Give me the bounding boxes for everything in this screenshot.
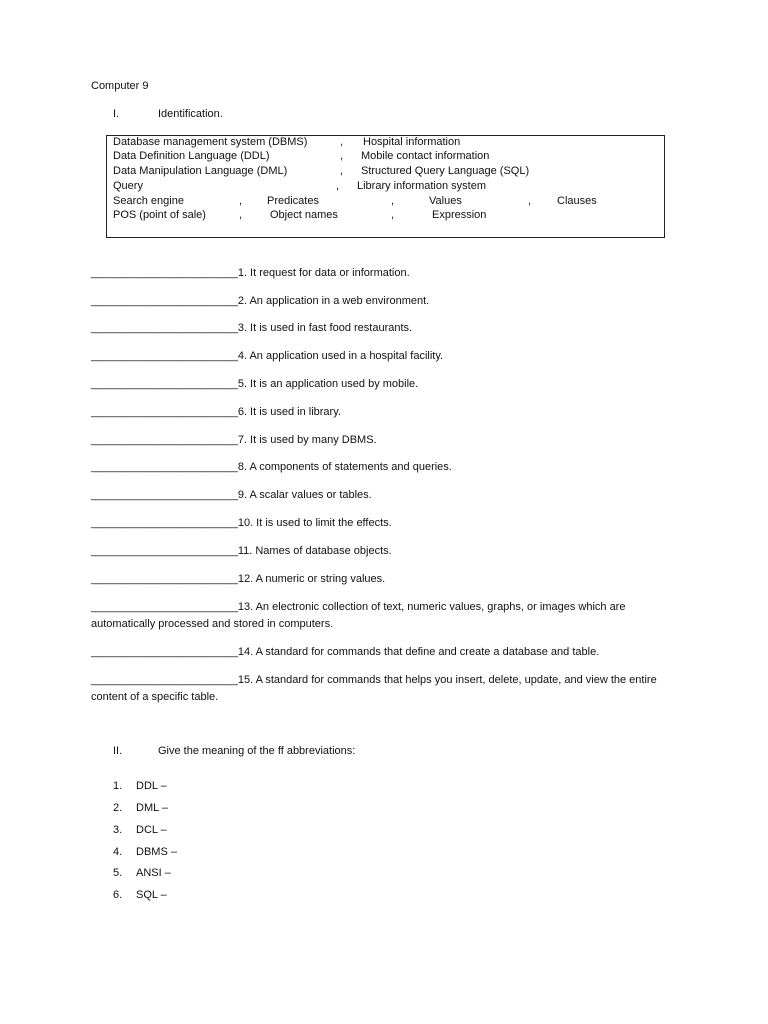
section-2-number: II. xyxy=(113,745,123,757)
answer-blank: ________________________ xyxy=(91,517,238,529)
abbreviation-number: 2. xyxy=(113,802,123,814)
abbreviation-item xyxy=(113,824,167,836)
question-text: 7. It is used by many DBMS. xyxy=(237,434,377,446)
question-item xyxy=(91,404,676,421)
question-item xyxy=(91,515,676,532)
question-item xyxy=(91,432,676,449)
answer-blank: ________________________ xyxy=(91,267,238,279)
question-text: 2. An application in a web environment. xyxy=(237,295,430,307)
word-bank-separator: , xyxy=(340,150,344,162)
question-text: 3. It is used in fast food restaurants. xyxy=(237,322,413,334)
word-bank-term: Values xyxy=(429,195,462,207)
section-1-number: I. xyxy=(113,108,120,120)
abbreviation-text: DML – xyxy=(136,802,168,814)
abbreviation-item xyxy=(113,846,177,858)
abbreviation-text: DCL – xyxy=(136,824,167,836)
answer-blank: ________________________ xyxy=(91,601,238,613)
word-bank-term: Structured Query Language (SQL) xyxy=(361,165,530,177)
abbreviation-number: 6. xyxy=(113,889,123,901)
word-bank-term: Mobile contact information xyxy=(361,150,490,162)
question-text: 9. A scalar values or tables. xyxy=(237,489,372,501)
abbreviation-item xyxy=(113,889,167,901)
section-1-title: Identification. xyxy=(158,108,223,120)
question-item xyxy=(91,487,676,504)
question-text: 6. It is used in library. xyxy=(237,406,341,418)
question-text: 14. A standard for commands that define and create a database and table. xyxy=(237,646,600,658)
word-bank-separator: , xyxy=(239,209,243,221)
answer-blank: ________________________ xyxy=(91,674,238,686)
question-item xyxy=(91,348,676,365)
question-item xyxy=(91,320,676,337)
section-2-title: Give the meaning of the ff abbreviations: xyxy=(158,745,356,757)
word-bank-term: Hospital information xyxy=(363,136,461,148)
answer-blank: ________________________ xyxy=(91,406,238,418)
question-item xyxy=(91,459,676,476)
answer-blank: ________________________ xyxy=(91,646,238,658)
abbreviation-text: DDL – xyxy=(136,780,167,792)
abbreviation-number: 3. xyxy=(113,824,123,836)
word-bank-separator: , xyxy=(528,195,532,207)
answer-blank: ________________________ xyxy=(91,461,238,473)
word-bank-term: Query xyxy=(113,180,143,192)
answer-blank: ________________________ xyxy=(91,573,238,585)
word-bank-separator: , xyxy=(239,195,243,207)
question-text: 8. A components of statements and queries. xyxy=(237,461,452,473)
word-bank-separator: , xyxy=(391,209,395,221)
abbreviation-number: 1. xyxy=(113,780,123,792)
word-bank-separator: , xyxy=(391,195,395,207)
question-item xyxy=(91,376,676,393)
section-2-heading xyxy=(113,745,355,757)
answer-blank: ________________________ xyxy=(91,434,238,446)
question-item xyxy=(91,265,676,282)
question-item xyxy=(91,293,676,310)
question-text: 12. A numeric or string values. xyxy=(237,573,386,585)
question-text: 13. An electronic collection of text, numeric values, graphs, or images which are automatically processed and stored in computers. xyxy=(91,601,626,630)
word-bank-term: Expression xyxy=(432,209,487,221)
word-bank-term: Data Manipulation Language (DML) xyxy=(113,165,288,177)
abbreviation-item xyxy=(113,867,171,879)
question-text: 10. It is used to limit the effects. xyxy=(237,517,392,529)
word-bank-term: POS (point of sale) xyxy=(113,209,206,221)
answer-blank: ________________________ xyxy=(91,350,238,362)
question-text: 11. Names of database objects. xyxy=(237,545,392,557)
word-bank-box xyxy=(106,135,665,238)
answer-blank: ________________________ xyxy=(91,489,238,501)
section-1-heading xyxy=(113,108,223,120)
answer-blank: ________________________ xyxy=(91,322,238,334)
answer-blank: ________________________ xyxy=(91,295,238,307)
question-item xyxy=(91,644,676,661)
question-item xyxy=(91,599,676,633)
word-bank-term: Search engine xyxy=(113,195,184,207)
abbreviation-item xyxy=(113,780,167,792)
question-text: 1. It request for data or information. xyxy=(237,267,410,279)
abbreviation-number: 5. xyxy=(113,867,123,879)
abbreviation-text: SQL – xyxy=(136,889,167,901)
question-text: 15. A standard for commands that helps you insert, delete, update, and view the entire content of a specific table. xyxy=(91,674,657,703)
abbreviation-number: 4. xyxy=(113,846,123,858)
abbreviation-text: ANSI – xyxy=(136,867,171,879)
abbreviation-item xyxy=(113,802,168,814)
question-item xyxy=(91,672,676,706)
word-bank-separator: , xyxy=(336,180,340,192)
word-bank-term: Data Definition Language (DDL) xyxy=(113,150,270,162)
abbreviation-text: DBMS – xyxy=(136,846,177,858)
page-title: Computer 9 xyxy=(91,80,149,92)
word-bank-separator: , xyxy=(340,165,344,177)
answer-blank: ________________________ xyxy=(91,378,238,390)
question-text: 4. An application used in a hospital facility. xyxy=(237,350,444,362)
word-bank-term: Clauses xyxy=(557,195,597,207)
word-bank-separator: , xyxy=(340,136,344,148)
word-bank-term: Predicates xyxy=(267,195,319,207)
word-bank-term: Database management system (DBMS) xyxy=(113,136,308,148)
question-item xyxy=(91,571,676,588)
answer-blank: ________________________ xyxy=(91,545,238,557)
question-text: 5. It is an application used by mobile. xyxy=(237,378,419,390)
question-item xyxy=(91,543,676,560)
word-bank-term: Object names xyxy=(270,209,338,221)
word-bank-term: Library information system xyxy=(357,180,486,192)
